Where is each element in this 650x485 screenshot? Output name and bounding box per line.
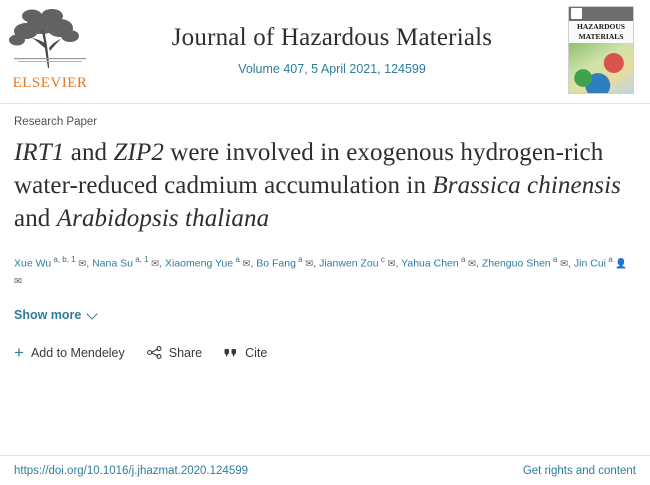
title-segment-3: were involved in exogenous hydrogen-rich water-reduced cadmium accumulation in	[14, 139, 604, 199]
get-rights-and-content-link[interactable]: Get rights and content	[522, 464, 636, 477]
author-separator: ,	[159, 257, 165, 270]
author-profile-icon[interactable]: 👤	[612, 258, 628, 270]
author-affiliation-marker: a	[295, 255, 303, 264]
journal-title[interactable]: Journal of Hazardous Materials	[171, 24, 493, 51]
author-email-icon[interactable]: ✉	[239, 258, 251, 270]
author-separator: ,	[86, 257, 93, 270]
author-name[interactable]: Jianwen Zou	[319, 257, 379, 270]
cover-title-line2: MATERIALS	[578, 31, 624, 41]
title-segment-4: Brassica chinensis	[432, 172, 621, 199]
page-title	[14, 136, 636, 235]
author-name[interactable]: Xue Wu	[14, 257, 52, 270]
add-to-mendeley-button[interactable]	[14, 342, 125, 362]
elsevier-logo[interactable]	[0, 0, 96, 92]
author-affiliation-marker: a, 1	[132, 255, 149, 264]
author-separator: ,	[250, 257, 257, 270]
issue-volume-link[interactable]: Volume 407	[238, 62, 305, 76]
cover-elsevier-mark	[571, 8, 582, 19]
author-name[interactable]: Yahua Chen	[401, 257, 459, 270]
title-segment-2: ZIP2	[113, 139, 164, 166]
author-email-icon[interactable]: ✉	[302, 258, 314, 270]
journal-header	[0, 0, 650, 104]
author-name[interactable]: Bo Fang	[256, 257, 296, 270]
cite-button[interactable]	[224, 346, 267, 360]
author-email-icon[interactable]: ✉	[557, 258, 569, 270]
show-more-label: Show more	[14, 307, 82, 322]
author-separator: ,	[395, 257, 402, 270]
cover-title-line1: HAZARDOUS	[577, 22, 625, 31]
add-to-mendeley-label: Add to Mendeley	[30, 345, 125, 360]
journal-title-block	[96, 0, 568, 76]
share-icon	[147, 346, 162, 359]
show-more-button[interactable]	[14, 308, 98, 322]
author-name[interactable]: Nana Su	[92, 257, 133, 270]
article-actions	[14, 342, 636, 362]
author-name[interactable]: Zhenguo Shen	[481, 257, 551, 270]
author-affiliation-marker: a	[550, 255, 558, 264]
cite-label: Cite	[245, 345, 268, 360]
share-button[interactable]	[147, 346, 202, 360]
chevron-down-icon	[87, 309, 98, 320]
doi-link[interactable]: https://doi.org/10.1016/j.jhazmat.2020.124599	[14, 464, 249, 477]
author-name[interactable]: Jin Cui	[573, 257, 606, 270]
article-type-label: Research Paper	[14, 116, 98, 128]
author-email-icon[interactable]: ✉	[148, 258, 160, 270]
author-email-icon[interactable]: ✉	[75, 258, 87, 270]
elsevier-tree-icon	[8, 4, 92, 74]
issue-date-text: , 5 April 2021, 124599	[304, 62, 426, 76]
author-affiliation-marker: a	[233, 255, 240, 264]
author-separator: ,	[313, 257, 320, 270]
author-affiliation-marker: a	[458, 255, 466, 264]
author-separator: ,	[568, 257, 574, 270]
share-label: Share	[168, 345, 203, 360]
author-email-icon[interactable]: ✉	[384, 258, 396, 270]
author-affiliation-marker: c	[378, 255, 385, 264]
article-footer	[0, 455, 650, 485]
journal-issue-line	[96, 62, 568, 76]
article-content	[0, 104, 650, 360]
author-affiliation-marker: a	[606, 255, 613, 264]
author-email-icon[interactable]: ✉	[465, 258, 477, 270]
journal-cover-image[interactable]	[568, 6, 634, 94]
author-email-icon[interactable]: ✉	[14, 275, 22, 287]
plus-icon: +	[14, 342, 24, 362]
elsevier-wordmark: ELSEVIER	[12, 75, 88, 91]
title-segment-0: IRT1	[14, 139, 65, 166]
author-separator: ,	[476, 257, 482, 270]
cover-banner	[569, 7, 633, 21]
quote-icon	[224, 347, 238, 359]
cover-artwork	[569, 43, 633, 93]
title-segment-1: and	[64, 139, 114, 166]
author-name[interactable]: Xiaomeng Yue	[165, 257, 234, 270]
author-affiliation-marker: a, b, 1	[51, 255, 76, 264]
title-segment-6: Arabidopsis thaliana	[56, 205, 270, 232]
title-segment-5: and	[14, 205, 57, 232]
author-list	[14, 251, 636, 290]
